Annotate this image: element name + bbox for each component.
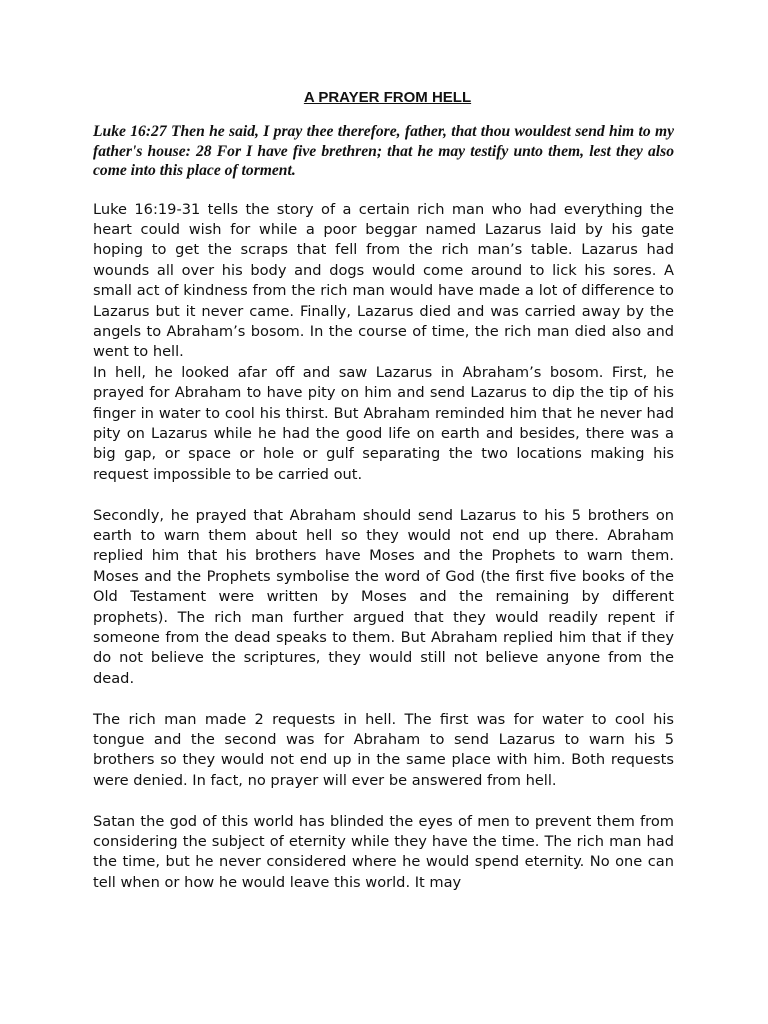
paragraph-spacer <box>93 485 674 505</box>
paragraph-5: Satan the god of this world has blinded the eyes of men to prevent them from considering the subject of eternity while they have the time. The rich man had the time, but he never considered where he would spend eternity. No one can tell when or how he would leave this world. It may <box>93 812 674 891</box>
scripture-epigraph: Luke 16:27 Then he said, I pray thee therefore, father, that thou wouldest send him to my father's house: 28 For I have five brethren; that he may testify unto them, lest they also come into this place of torment. <box>93 123 674 179</box>
document-title: A PRAYER FROM HELL <box>303 89 472 106</box>
paragraph-2: In hell, he looked afar off and saw Lazarus in Abraham’s bosom. First, he prayed for Abraham to have pity on him and send Lazarus to dip the tip of his finger in water to cool his thirst. But Abraham reminded him that he never had pity on Lazarus while he had the good life on earth and besides, there was a big gap, or space or hole or gulf separating the two locations making his request impossible to be carried out. <box>93 363 674 483</box>
paragraph-spacer <box>93 791 674 811</box>
paragraph-spacer <box>93 689 674 709</box>
paragraph-1: Luke 16:19-31 tells the story of a certain rich man who had everything the heart could wish for while a poor beggar named Lazarus laid by his gate hoping to get the scraps that fell from the rich man’s table. Lazarus had wounds all over his body and dogs would come around to lick his sores. A small act of kindness from the rich man would have made a lot of difference to Lazarus but it never came. Finally, Lazarus died and was carried away by the angels to Abraham’s bosom. In the course of time, the rich man died also and went to hell. <box>93 200 674 361</box>
paragraph-4: The rich man made 2 requests in hell. The first was for water to cool his tongue and the second was for Abraham to send Lazarus to warn his 5 brothers so they would not end up in the same place with him. Both requests were denied. In fact, no prayer will ever be answered from hell. <box>93 710 674 789</box>
document-page <box>93 88 674 893</box>
paragraph-3: Secondly, he prayed that Abraham should send Lazarus to his 5 brothers on earth to warn them about hell so they would not end up there. Abraham replied him that his brothers have Moses and the Prophets to warn them. Moses and the Prophets symbolise the word of God (the first five books of the Old Testament were written by Moses and the remaining by different prophets). The rich man further argued that they would readily repent if someone from the dead speaks to them. But Abraham replied him that if they do not believe the scriptures, they would still not believe anyone from the dead. <box>93 506 674 687</box>
